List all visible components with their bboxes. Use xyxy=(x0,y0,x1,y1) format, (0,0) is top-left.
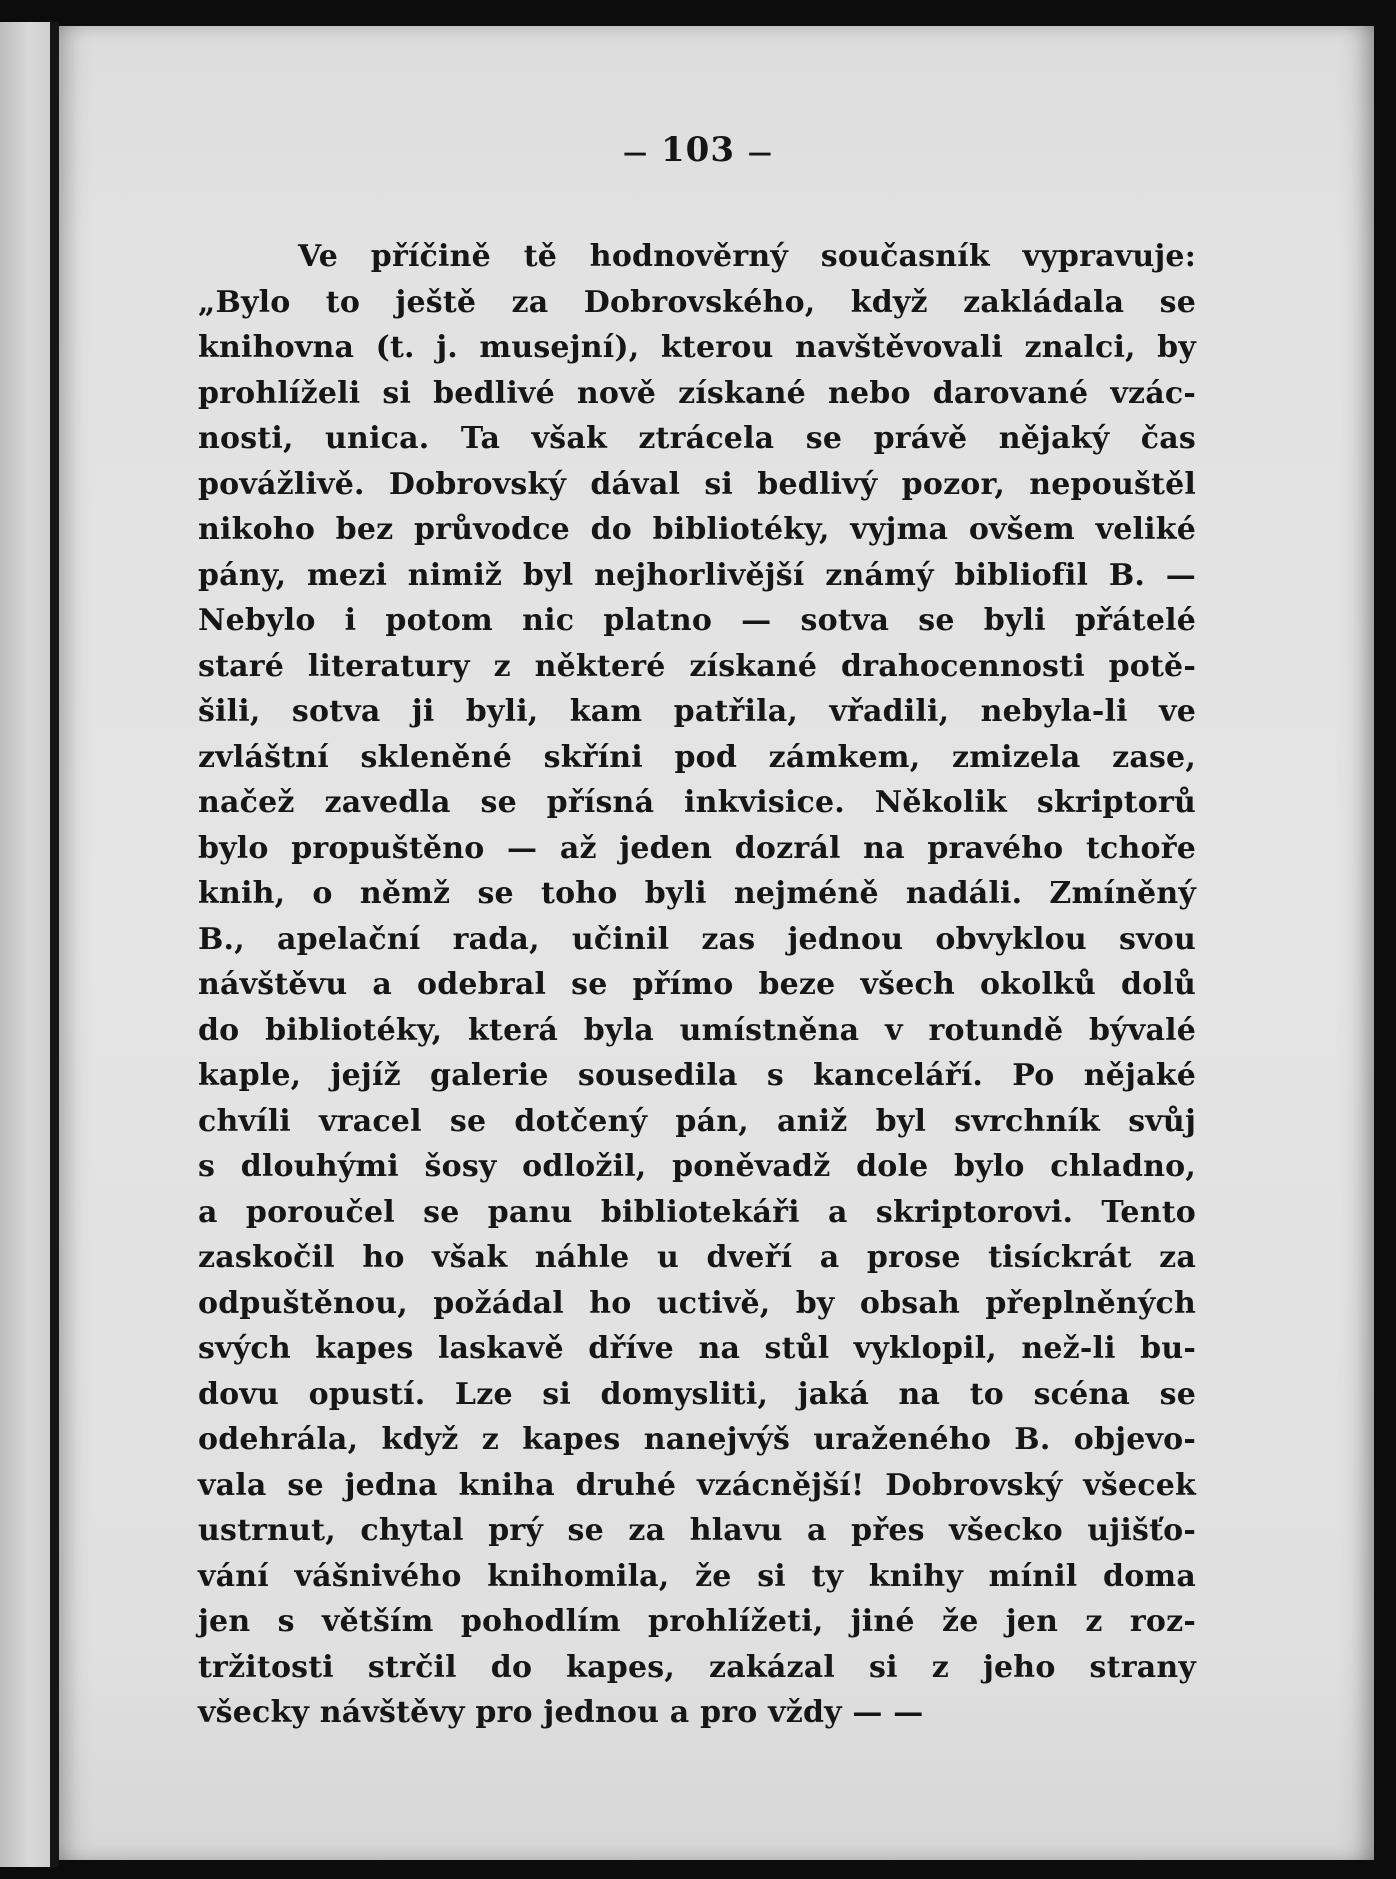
text-line: prohlíželi si bedlivé nově získané nebo darované vzác- xyxy=(198,375,1196,411)
text-line: vala se jedna kniha druhé vzácnější! Dobrovský všecek xyxy=(198,1467,1196,1503)
text-line: Nebylo i potom nic platno — sotva se byli přátelé xyxy=(198,603,1196,638)
text-line: nosti, unica. Ta však ztrácela se právě nějaký čas xyxy=(198,421,1196,456)
text-line: načež zavedla se přísná inkvisice. Několik skriptorů xyxy=(198,785,1196,820)
scan-border-right xyxy=(1374,0,1396,1879)
text-line: s dlouhými šosy odložil, poněvadž dole bylo chladno, xyxy=(198,1149,1196,1184)
text-line: knih, o němž se toho byli nejméně nadáli. Zmíněný xyxy=(198,876,1196,911)
text-line: ustrnut, chytal prý se za hlavu a přes všecko ujišťo- xyxy=(198,1513,1196,1548)
text-line: tržitosti strčil do kapes, zakázal si z jeho strany xyxy=(198,1649,1196,1685)
text-line: bylo propuštěno — až jeden dozrál na pravého tchoře xyxy=(198,830,1196,866)
text-line: pány, mezi nimiž byl nejhorlivější známý bibliofil B. — xyxy=(198,557,1196,593)
binding-gutter-line xyxy=(50,22,59,1867)
text-line: chvíli vracel se dotčený pán, aniž byl svrchník svůj xyxy=(198,1103,1196,1139)
text-line: a poroučel se panu bibliotekáři a skriptorovi. Tento xyxy=(198,1194,1196,1230)
text-line: dovu opustí. Lze si domysliti, jaká na to scéna se xyxy=(198,1376,1196,1412)
text-line: „Bylo to ještě za Dobrovského, když zakládala se xyxy=(198,284,1196,320)
text-line: Ve příčině tě hodnověrný současník vypravuje: xyxy=(298,239,1196,274)
page-number-dash-right: — xyxy=(747,137,773,167)
text-line: kaple, jejíž galerie sousedila s kanceláří. Po nějaké xyxy=(198,1058,1196,1093)
text-line: zaskočil ho však náhle u dveří a prose tisíckrát za xyxy=(198,1240,1196,1275)
body-paragraph xyxy=(198,234,1196,1736)
text-line: jen s větším pohodlím prohlížeti, jiné že jen z roz- xyxy=(198,1604,1196,1639)
adjacent-page-edge xyxy=(0,22,50,1867)
text-line: odehrála, když z kapes nanejvýš uraženého B. objevo- xyxy=(198,1422,1196,1457)
text-line: B., apelační rada, učinil zas jednou obvyklou svou xyxy=(198,921,1196,957)
page-number-header xyxy=(0,130,1396,170)
text-line: nikoho bez průvodce do bibliotéky, vyjma ovšem veliké xyxy=(198,512,1196,547)
page-number-dash-left: — xyxy=(623,137,649,167)
text-line: návštěvu a odebral se přímo beze všech okolků dolů xyxy=(198,967,1196,1002)
text-line-last: všecky návštěvy pro jednou a pro vždy — — xyxy=(198,1695,924,1730)
text-line: do bibliotéky, která byla umístněna v rotundě bývalé xyxy=(198,1012,1196,1048)
text-line: staré literatury z některé získané drahocennosti potě- xyxy=(198,648,1196,684)
text-line: povážlivě. Dobrovský dával si bedlivý pozor, nepouštěl xyxy=(198,466,1196,502)
text-line: zvláštní skleněné skříni pod zámkem, zmizela zase, xyxy=(198,739,1196,775)
text-line: odpuštěnou, požádal ho uctivě, by obsah přeplněných xyxy=(198,1285,1196,1321)
page-number: 103 xyxy=(661,130,735,170)
text-line: knihovna (t. j. musejní), kterou navštěvovali znalci, by xyxy=(198,330,1196,365)
text-line: vání vášnivého knihomila, že si ty knihy mínil doma xyxy=(198,1558,1196,1594)
text-line: šili, sotva ji byli, kam patřila, vřadili, nebyla-li ve xyxy=(198,694,1196,729)
text-line: svých kapes laskavě dříve na stůl vyklopil, než-li bu- xyxy=(198,1331,1196,1366)
